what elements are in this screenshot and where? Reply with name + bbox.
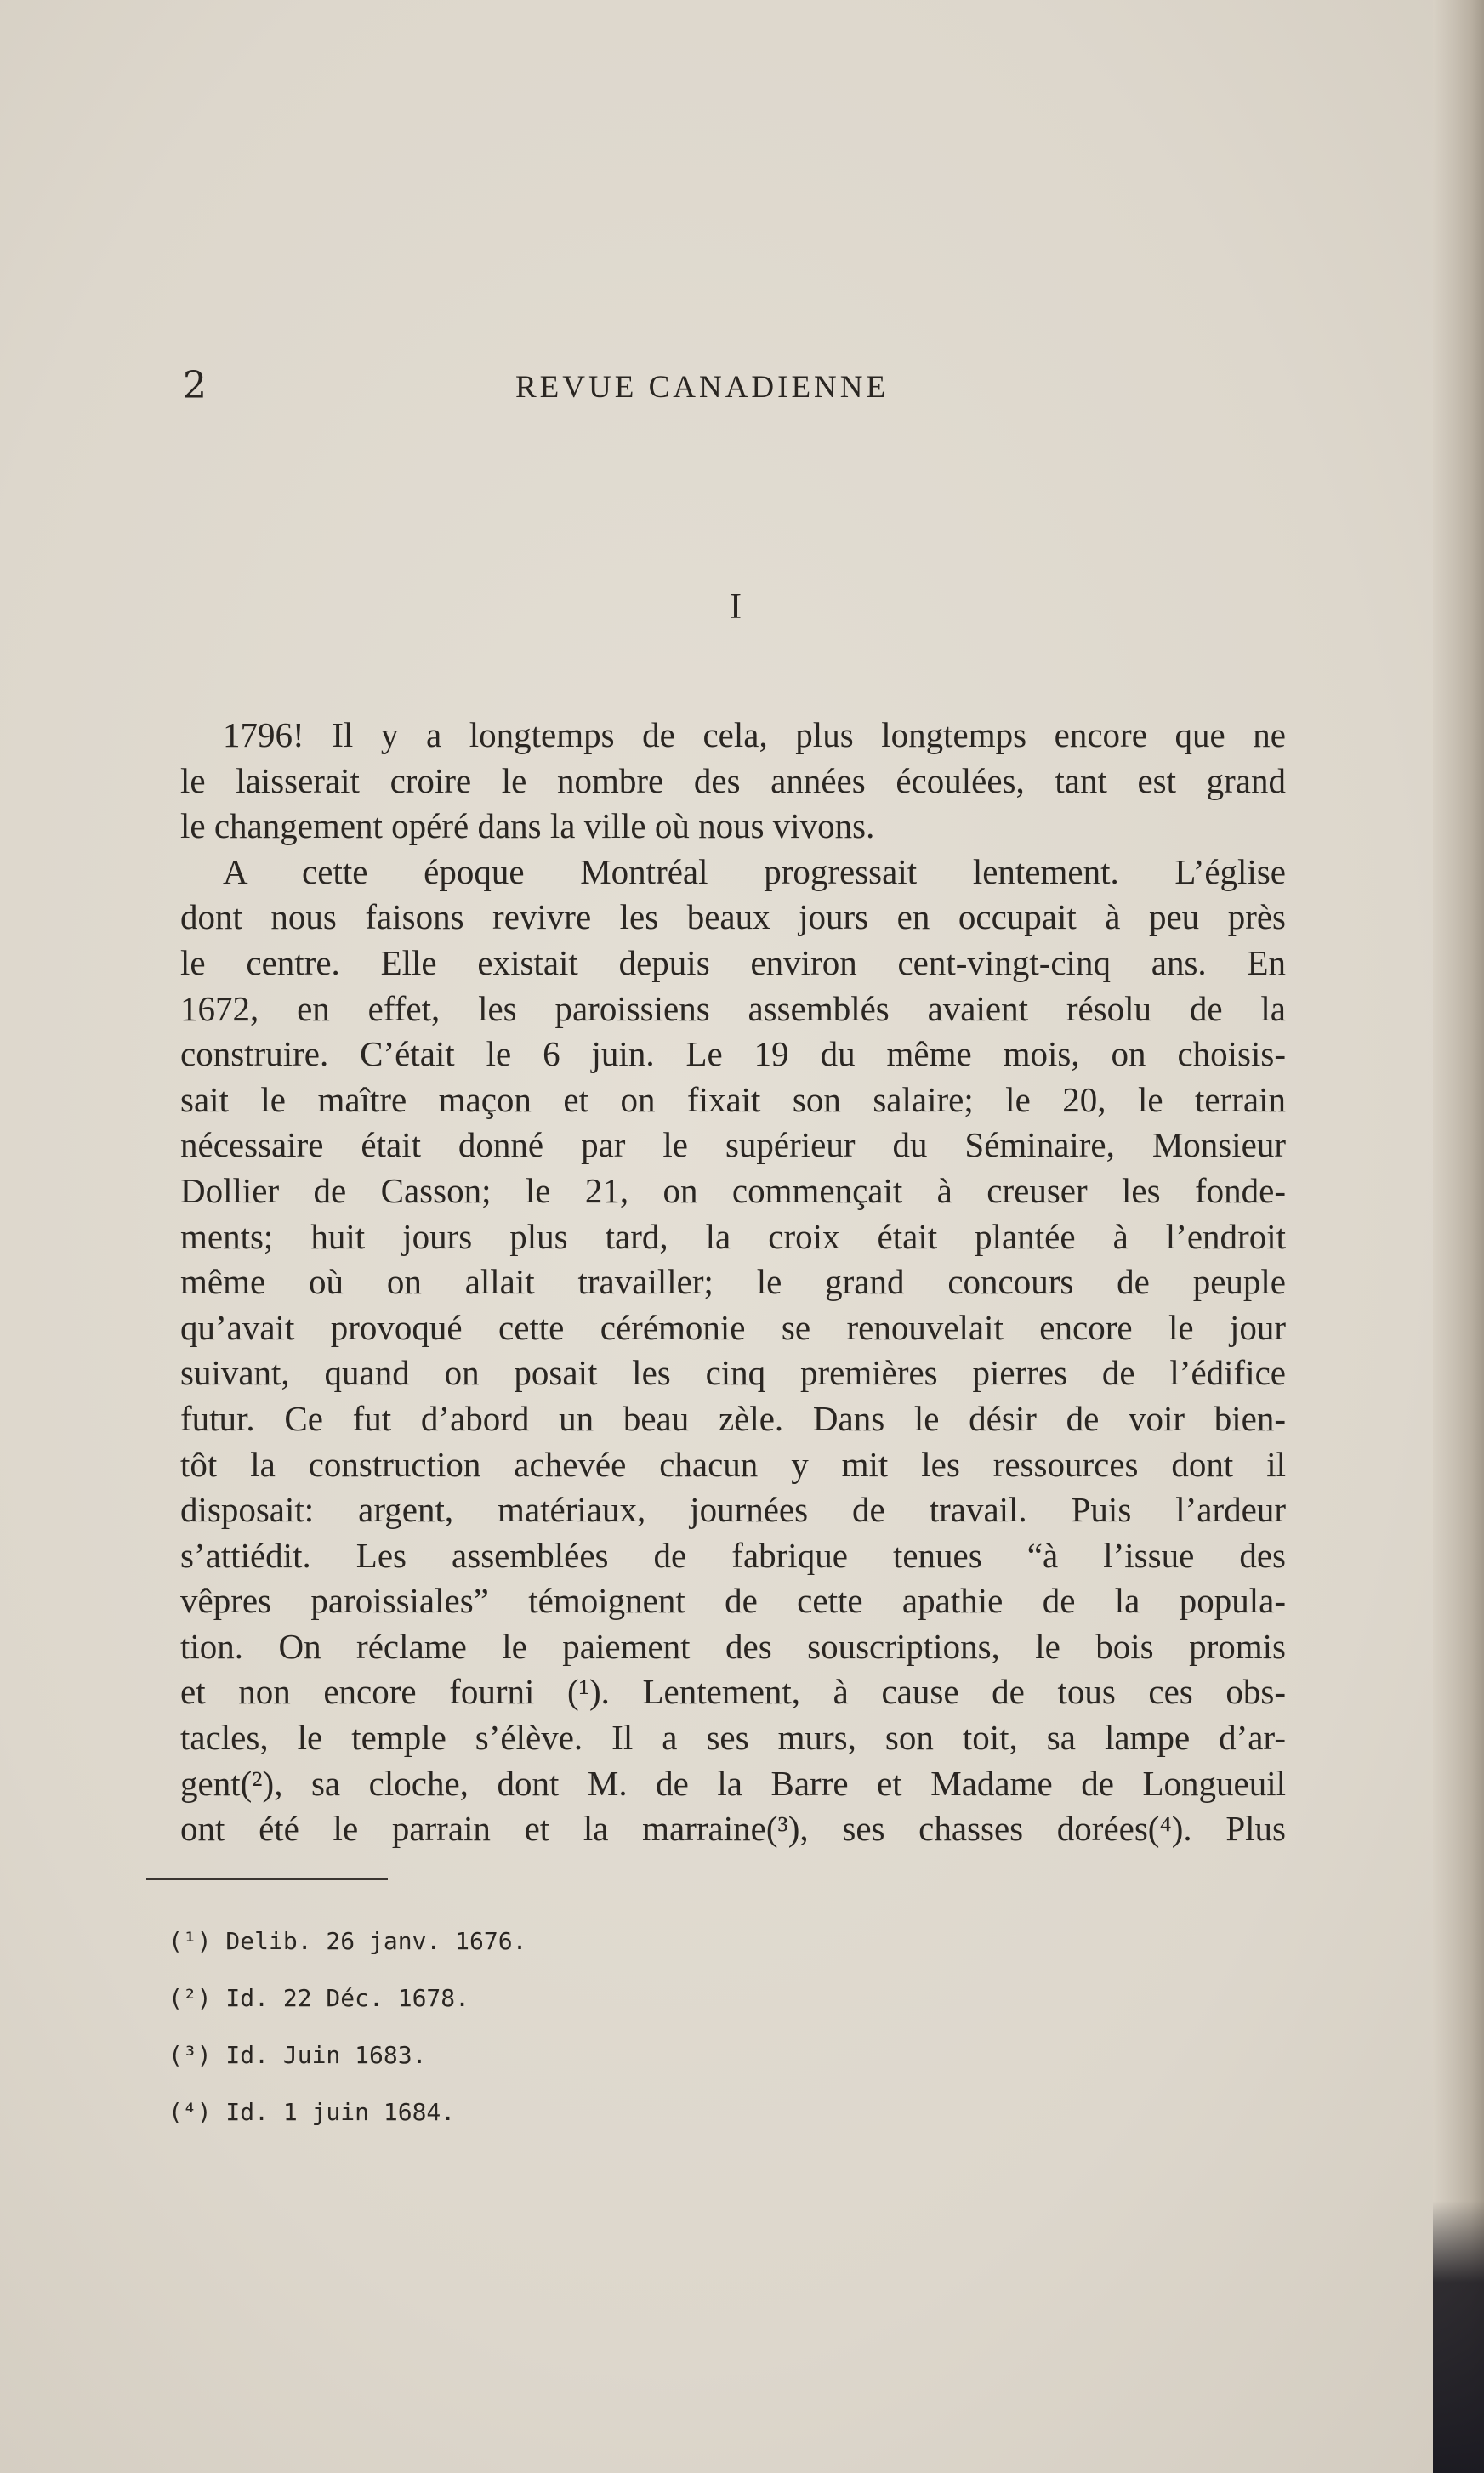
text-line: tôt la construction achevée chacun y mit les ressources dont il bbox=[180, 1444, 1286, 1484]
text-line: vêpres paroissiales” témoignent de cette apathie de la popula- bbox=[180, 1581, 1286, 1621]
text-line: A cette époque Montréal progressait lentement. L’église bbox=[223, 851, 1286, 891]
text-line: le centre. Elle existait depuis environ cent-vingt-cinq ans. En bbox=[180, 942, 1286, 982]
text-line: Dollier de Casson; le 21, on commençait à creuser les fonde- bbox=[180, 1170, 1286, 1210]
running-title: REVUE CANADIENNE bbox=[515, 370, 890, 405]
section-numeral: I bbox=[730, 588, 742, 627]
text-line: s’attiédit. Les assemblées de fabrique tenues “à l’issue des bbox=[180, 1535, 1286, 1575]
footnotes bbox=[168, 1927, 526, 2155]
text-line: le laisserait croire le nombre des années écoulées, tant est grand bbox=[180, 760, 1286, 800]
footnote: (⁴) Id. 1 juin 1684. bbox=[168, 2098, 456, 2126]
text-line: 1672, en effet, les paroissiens assemblés avaient résolu de la bbox=[180, 988, 1286, 1028]
text-line: même où on allait travailler; le grand concours de peuple bbox=[180, 1262, 1286, 1302]
footnote: (²) Id. 22 Déc. 1678. bbox=[168, 1984, 470, 2012]
text-line: suivant, quand on posait les cinq premières pierres de l’édifice bbox=[180, 1353, 1286, 1393]
text-line: nécessaire était donné par le supérieur du Séminaire, Monsieur bbox=[180, 1125, 1286, 1165]
text-line: disposait: argent, matériaux, journées de travail. Puis l’ardeur bbox=[180, 1490, 1286, 1530]
text-line: construire. C’était le 6 juin. Le 19 du même mois, on choisis- bbox=[180, 1034, 1286, 1074]
text-line: qu’avait provoqué cette cérémonie se renouvelait encore le jour bbox=[180, 1307, 1286, 1347]
text-line: 1796! Il y a longtemps de cela, plus longtemps encore que ne bbox=[223, 715, 1286, 754]
text-line: tacles, le temple s’élève. Il a ses murs, son toit, sa lampe d’ar- bbox=[180, 1718, 1286, 1758]
text-line: le changement opéré dans la ville où nous vivons. bbox=[180, 806, 875, 846]
text-line: et non encore fourni (¹). Lentement, à cause de tous ces obs- bbox=[180, 1672, 1286, 1712]
text-line: ont été le parrain et la marraine(³), ses chasses dorées(⁴). Plus bbox=[180, 1809, 1286, 1849]
text-line: gent(²), sa cloche, dont M. de la Barre et Madame de Longueuil bbox=[180, 1763, 1286, 1803]
text-line: ments; huit jours plus tard, la croix était plantée à l’endroit bbox=[180, 1216, 1286, 1256]
footnote: (³) Id. Juin 1683. bbox=[168, 2041, 427, 2069]
text-line: sait le maître maçon et on fixait son salaire; le 20, le terrain bbox=[180, 1079, 1286, 1119]
footnote: (¹) Delib. 26 janv. 1676. bbox=[168, 1927, 527, 1955]
book-spine-shadow bbox=[1433, 2201, 1484, 2473]
text-line: futur. Ce fut d’abord un beau zèle. Dans le désir de voir bien- bbox=[180, 1398, 1286, 1438]
book-spine-edge bbox=[1433, 0, 1484, 2473]
text-line: tion. On réclame le paiement des souscriptions, le bois promis bbox=[180, 1626, 1286, 1666]
footnote-separator bbox=[146, 1878, 388, 1880]
body-text bbox=[180, 713, 1286, 1852]
text-line: dont nous faisons revivre les beaux jours en occupait à peu près bbox=[180, 897, 1286, 937]
page-number: 2 bbox=[183, 364, 207, 407]
